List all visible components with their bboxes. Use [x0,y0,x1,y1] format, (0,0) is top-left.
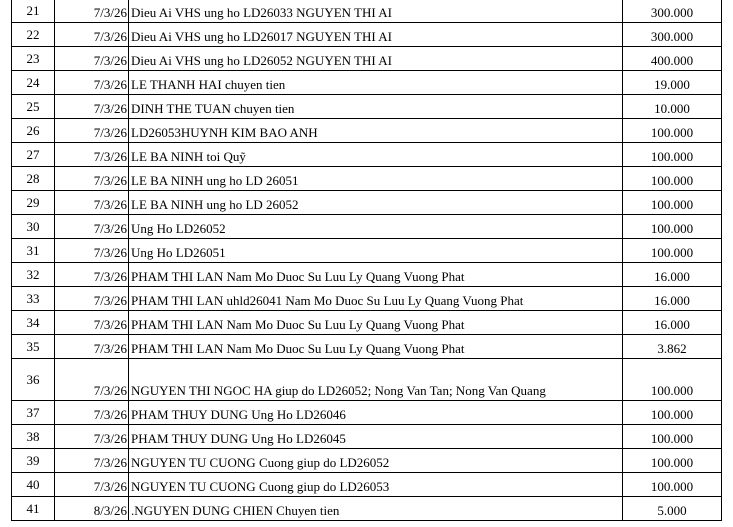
table-row [12,191,722,215]
date-cell: 8/3/26 [55,497,129,521]
date-cell: 7/3/26 [55,473,129,497]
stt-cell: 29 [12,191,55,215]
amount-cell: 100.000 [623,215,722,239]
table-row [12,401,722,425]
table-row [12,23,722,47]
stt-cell: 35 [12,335,55,359]
description-cell: NGUYEN TU CUONG Cuong giup do LD26052 [129,449,623,473]
stt-cell: 38 [12,425,55,449]
donation-table [11,0,722,521]
stt-cell: 40 [12,473,55,497]
description-cell: DINH THE TUAN chuyen tien [129,95,623,119]
amount-cell: 100.000 [623,239,722,263]
description-cell: LE BA NINH ung ho LD 26051 [129,167,623,191]
amount-cell: 100.000 [623,143,722,167]
table-row [12,263,722,287]
table-row [12,119,722,143]
description-cell: LE BA NINH toi Quỹ [129,143,623,167]
stt-cell: 26 [12,119,55,143]
amount-cell: 100.000 [623,473,722,497]
description-cell: LE THANH HAI chuyen tien [129,71,623,95]
date-cell: 7/3/26 [55,143,129,167]
stt-cell: 30 [12,215,55,239]
date-cell: 7/3/26 [55,335,129,359]
table-row [12,359,722,401]
stt-cell: 37 [12,401,55,425]
stt-cell: 28 [12,167,55,191]
table-row [12,287,722,311]
description-cell: Ung Ho LD26051 [129,239,623,263]
description-cell: Dieu Ai VHS ung ho LD26052 NGUYEN THI AI [129,47,623,71]
date-cell: 7/3/26 [55,359,129,401]
description-cell: PHAM THUY DUNG Ung Ho LD26045 [129,425,623,449]
amount-cell: 100.000 [623,425,722,449]
stt-cell: 36 [12,359,55,401]
description-cell: NGUYEN TU CUONG Cuong giup do LD26053 [129,473,623,497]
amount-cell: 3.862 [623,335,722,359]
date-cell: 7/3/26 [55,71,129,95]
table-row [12,95,722,119]
amount-cell: 100.000 [623,119,722,143]
date-cell: 7/3/26 [55,0,129,23]
description-cell: Ung Ho LD26052 [129,215,623,239]
stt-cell: 41 [12,497,55,521]
date-cell: 7/3/26 [55,239,129,263]
table-row [12,0,722,23]
date-cell: 7/3/26 [55,401,129,425]
table-row [12,167,722,191]
description-cell: PHAM THUY DUNG Ung Ho LD26046 [129,401,623,425]
description-cell: .NGUYEN DUNG CHIEN Chuyen tien [129,497,623,521]
stt-cell: 31 [12,239,55,263]
stt-cell: 33 [12,287,55,311]
date-cell: 7/3/26 [55,23,129,47]
stt-cell: 22 [12,23,55,47]
table-row [12,311,722,335]
amount-cell: 400.000 [623,47,722,71]
amount-cell: 100.000 [623,191,722,215]
description-cell: LD26053HUYNH KIM BAO ANH [129,119,623,143]
stt-cell: 34 [12,311,55,335]
description-cell: PHAM THI LAN Nam Mo Duoc Su Luu Ly Quang Vuong Phat [129,263,623,287]
amount-cell: 100.000 [623,401,722,425]
date-cell: 7/3/26 [55,425,129,449]
amount-cell: 100.000 [623,359,722,401]
description-cell: PHAM THI LAN Nam Mo Duoc Su Luu Ly Quang Vuong Phat [129,335,623,359]
table-row [12,497,722,521]
amount-cell: 19.000 [623,71,722,95]
stt-cell: 25 [12,95,55,119]
stt-cell: 24 [12,71,55,95]
date-cell: 7/3/26 [55,263,129,287]
description-cell: Dieu Ai VHS ung ho LD26033 NGUYEN THI AI [129,0,623,23]
description-cell: NGUYEN THI NGOC HA giup do LD26052; Nong Van Tan; Nong Van Quang [129,359,623,401]
stt-cell: 27 [12,143,55,167]
amount-cell: 300.000 [623,0,722,23]
date-cell: 7/3/26 [55,311,129,335]
table-row [12,449,722,473]
donation-table-body [12,0,722,521]
description-cell: Dieu Ai VHS ung ho LD26017 NGUYEN THI AI [129,23,623,47]
amount-cell: 16.000 [623,311,722,335]
date-cell: 7/3/26 [55,215,129,239]
description-cell: PHAM THI LAN uhld26041 Nam Mo Duoc Su Luu Ly Quang Vuong Phat [129,287,623,311]
date-cell: 7/3/26 [55,47,129,71]
date-cell: 7/3/26 [55,449,129,473]
amount-cell: 5.000 [623,497,722,521]
table-row [12,425,722,449]
amount-cell: 300.000 [623,23,722,47]
amount-cell: 16.000 [623,287,722,311]
stt-cell: 32 [12,263,55,287]
table-row [12,239,722,263]
amount-cell: 16.000 [623,263,722,287]
date-cell: 7/3/26 [55,167,129,191]
description-cell: LE BA NINH ung ho LD 26052 [129,191,623,215]
amount-cell: 10.000 [623,95,722,119]
date-cell: 7/3/26 [55,287,129,311]
table-row [12,215,722,239]
table-row [12,473,722,497]
stt-cell: 39 [12,449,55,473]
date-cell: 7/3/26 [55,191,129,215]
amount-cell: 100.000 [623,449,722,473]
date-cell: 7/3/26 [55,95,129,119]
table-row [12,143,722,167]
table-row [12,71,722,95]
stt-cell: 21 [12,0,55,23]
amount-cell: 100.000 [623,167,722,191]
stt-cell: 23 [12,47,55,71]
table-row [12,47,722,71]
date-cell: 7/3/26 [55,119,129,143]
description-cell: PHAM THI LAN Nam Mo Duoc Su Luu Ly Quang Vuong Phat [129,311,623,335]
table-row [12,335,722,359]
